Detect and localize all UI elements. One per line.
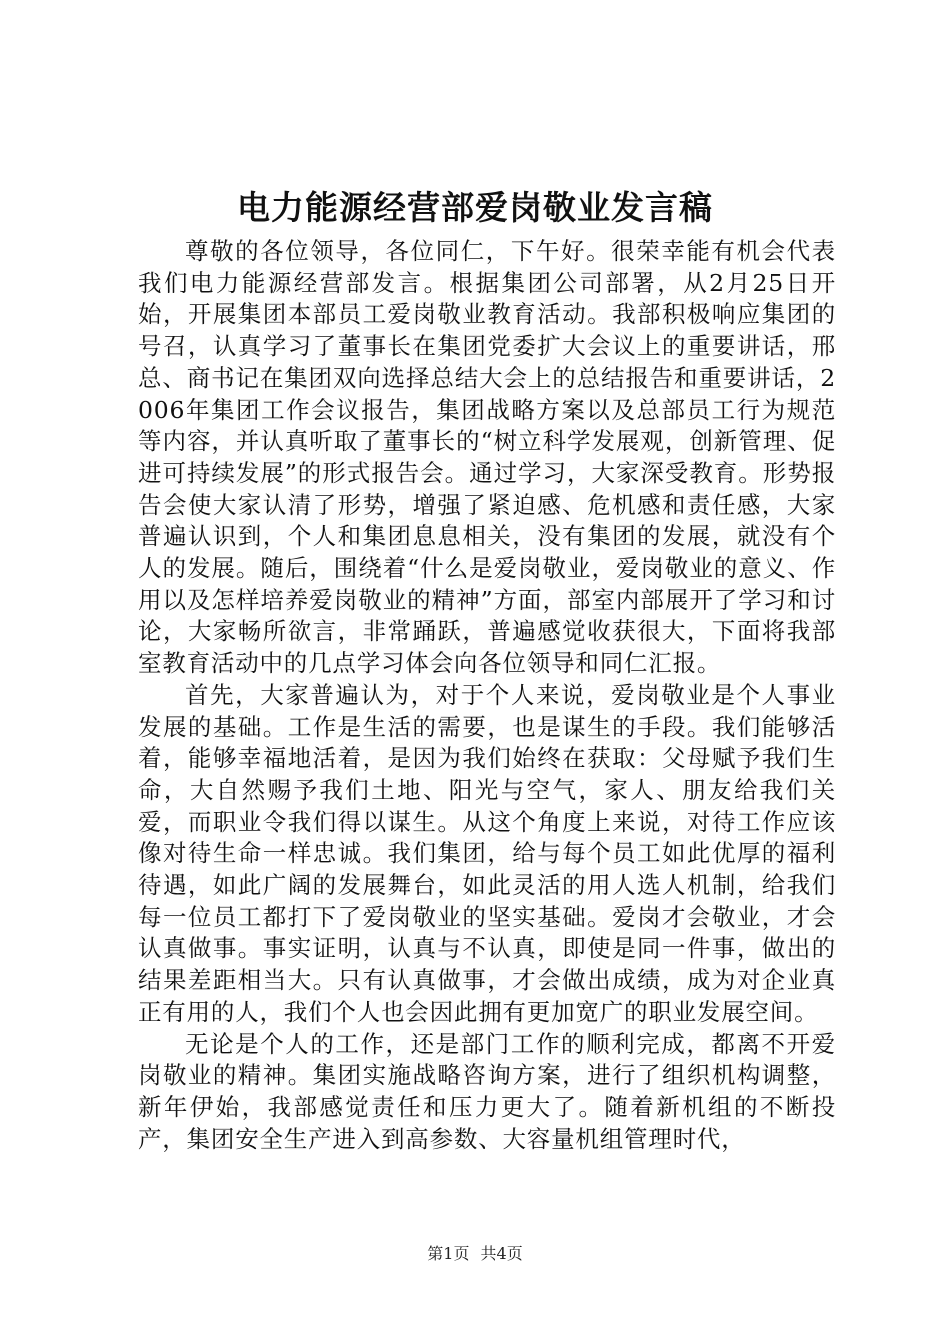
- document-title: 电力能源经营部爱岗敬业发言稿: [237, 188, 713, 227]
- page-number: 第1页: [427, 1244, 470, 1263]
- page-footer: [0, 1243, 950, 1265]
- paragraph-2: 首先，大家普遍认为，对于个人来说，爱岗敬业是个人事业发展的基础。工作是生活的需要，也是谋生的手段。我们能够活着，能够幸福地活着，是因为我们始终在获取：父母赋予我们生命，大自然赐予我们土地、阳光与空气，家人、朋友给我们关爱，而职业令我们得以谋生。从这个角度上来说，对待工作应该像对待生命一样忠诚。我们集团，给与每个员工如此优厚的福利待遇，如此广阔的发展舞台，如此灵活的用人选人机制，给我们每一位员工都打下了爱岗敬业的坚实基础。爱岗才会敬业，才会认真做事。事实证明，认真与不认真，即使是同一件事，做出的结果差距相当大。只有认真做事，才会做出成绩，成为对企业真正有用的人，我们个人也会因此拥有更加宽广的职业发展空间。: [138, 680, 836, 1026]
- paragraph-3: 无论是个人的工作，还是部门工作的顺利完成，都离不开爱岗敬业的精神。集团实施战略咨询方案，进行了组织机构调整，新年伊始，我部感觉责任和压力更大了。随着新机组的不断投产，集团安全生产进入到高参数、大容量机组管理时代，: [138, 1029, 836, 1153]
- page-total: 共4页: [480, 1244, 523, 1263]
- paragraph-1: 尊敬的各位领导，各位同仁，下午好。很荣幸能有机会代表我们电力能源经营部发言。根据集团公司部署，从2月25日开始，开展集团本部员工爱岗敬业教育活动。我部积极响应集团的号召，认真学习了董事长在集团党委扩大会议上的重要讲话，邢总、商书记在集团双向选择总结大会上的总结报告和重要讲话，2006年集团工作会议报告，集团战略方案以及总部员工行为规范等内容，并认真听取了董事长的“树立科学发展观，创新管理、促进可持续发展”的形式报告会。通过学习，大家深受教育。形势报告会使大家认清了形势，增强了紧迫感、危机感和责任感，大家普遍认识到，个人和集团息息相关，没有集团的发展，就没有个人的发展。随后，围绕着“什么是爱岗敬业，爱岗敬业的意义、作用以及怎样培养爱岗敬业的精神”方面，部室内部展开了学习和讨论，大家畅所欲言，非常踊跃，普遍感觉收获很大，下面将我部室教育活动中的几点学习体会向各位领导和同仁汇报。: [138, 237, 836, 678]
- document-body: [138, 236, 836, 1155]
